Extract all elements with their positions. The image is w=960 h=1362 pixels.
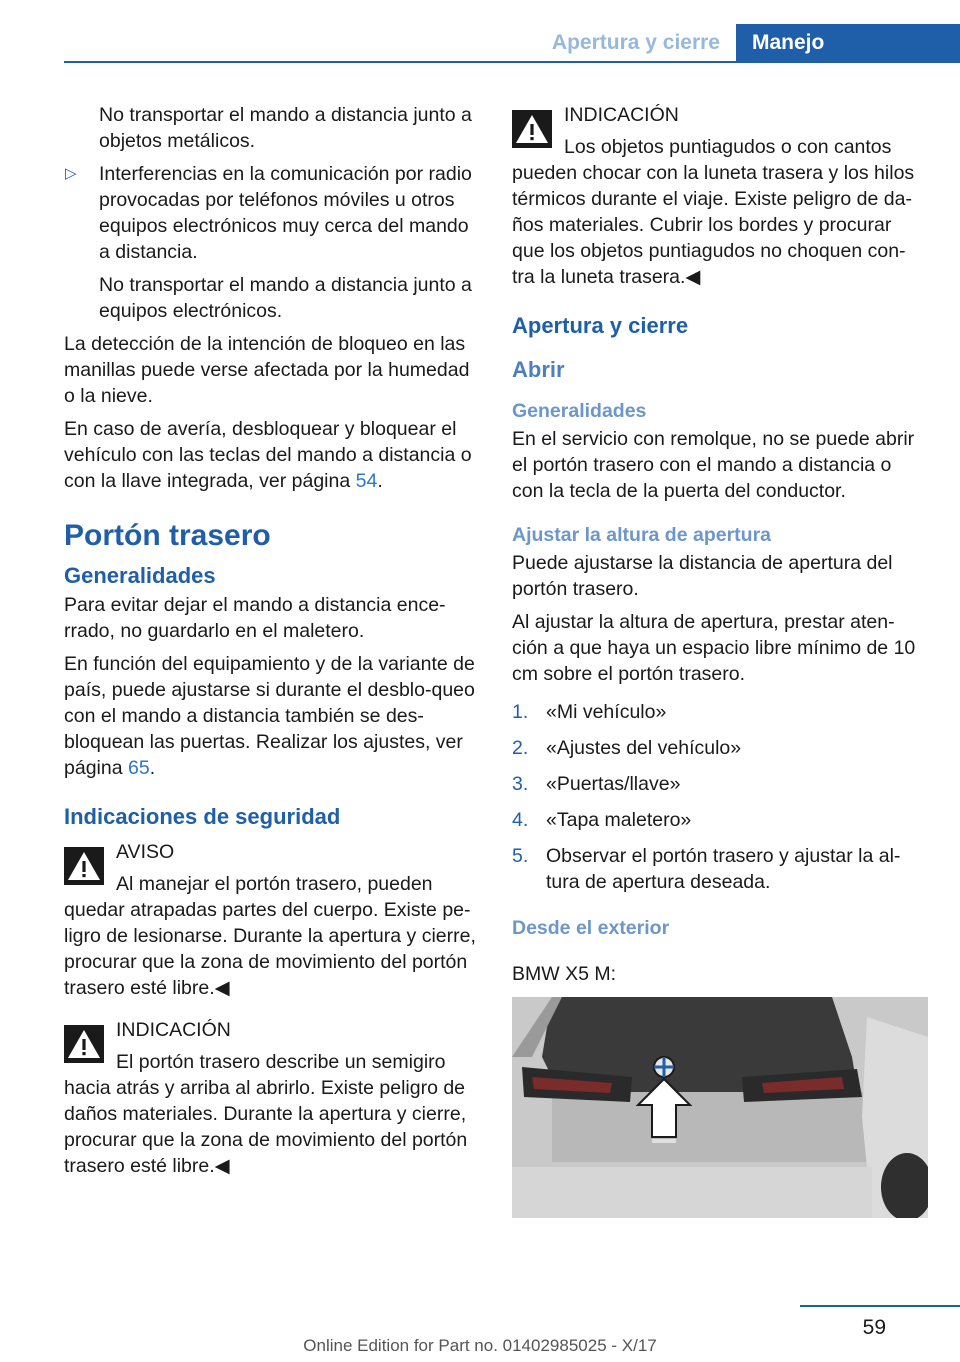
paragraph: Puede ajustarse la distancia de apertura del portón trasero. bbox=[512, 552, 893, 600]
right-column bbox=[512, 102, 924, 1218]
paragraph-text: En caso de avería, desbloquear y bloquear el vehículo con las teclas del mando a distancia o con la llave integrada, ver página bbox=[64, 418, 472, 492]
header-active-tab[interactable]: Manejo bbox=[736, 24, 960, 61]
step-text: «Ajustes del vehículo» bbox=[546, 737, 742, 759]
warning-text: quedar atrapadas partes del cuerpo. Existe pe-ligro de lesionarse. Durante la apertura y cierre, procurar que la zona de movimiento del portón trasero esté libre.◀ bbox=[64, 899, 476, 999]
note-title: INDICACIÓN bbox=[564, 104, 679, 126]
paragraph bbox=[64, 416, 480, 494]
left-column bbox=[64, 102, 480, 1195]
step-number: 2. bbox=[512, 737, 529, 759]
list-item bbox=[512, 843, 924, 895]
step-text: Observar el portón trasero y ajustar la al-tura de apertura deseada. bbox=[546, 845, 901, 893]
paragraph-text: . bbox=[377, 470, 383, 492]
footer-edition: Online Edition for Part no. 01402985025 - X/17 bbox=[303, 1336, 657, 1355]
warning-triangle-icon bbox=[512, 110, 552, 148]
warning-triangle-icon bbox=[64, 1025, 104, 1063]
note-box bbox=[512, 102, 924, 290]
warning-box bbox=[64, 839, 480, 1001]
step-number: 3. bbox=[512, 773, 529, 795]
subsection-title: Abrir bbox=[512, 357, 565, 382]
paragraph-text: . bbox=[149, 757, 156, 779]
topic-title: Ajustar la altura de apertura bbox=[512, 524, 772, 546]
warning-triangle-icon bbox=[64, 847, 104, 885]
paragraph: Al ajustar la altura de apertura, prestar aten-ción a que haya un espacio libre mínimo de 10 cm sobre el portón trasero. bbox=[512, 611, 916, 685]
step-number: 4. bbox=[512, 809, 529, 831]
page-link-54[interactable]: 54 bbox=[355, 470, 378, 492]
step-number: 5. bbox=[512, 845, 529, 867]
list-item bbox=[512, 771, 924, 797]
subsection-title: Generalidades bbox=[64, 563, 216, 588]
page-link-65[interactable]: 65 bbox=[127, 757, 150, 779]
step-text: «Mi vehículo» bbox=[546, 701, 667, 723]
paragraph: La detección de la intención de bloqueo en las manillas puede verse afectada por la humedad o la nieve. bbox=[64, 333, 470, 407]
warning-title: AVISO bbox=[116, 841, 175, 863]
note-box bbox=[64, 1017, 480, 1179]
topic-title: Desde el exterior bbox=[512, 917, 670, 939]
note-text: Los objetos puntiagudos o con cantos bbox=[564, 136, 892, 158]
list-item-text: Interferencias en la comunicación por radio provocadas por teléfonos móviles u otros equipos electrónicos muy cerca del mando a distancia. bbox=[99, 163, 472, 263]
paragraph-text: En función del equipamiento y de la variante de país, puede ajustarse si durante el desblo-queo con el mando a distancia también se des-bloquean las puertas. Realizar los ajustes, ver página bbox=[64, 653, 475, 779]
steps-list bbox=[512, 699, 924, 895]
subsection-title: Indicaciones de seguridad bbox=[64, 804, 341, 829]
step-number: 1. bbox=[512, 701, 529, 723]
bullet-triangle-icon: ▷ bbox=[65, 165, 77, 182]
warning-text: Al manejar el portón trasero, pueden bbox=[116, 873, 433, 895]
header-rule bbox=[64, 61, 960, 63]
header-section-tab[interactable]: Apertura y cierre bbox=[551, 31, 720, 54]
page-header bbox=[0, 0, 960, 62]
list-item bbox=[64, 161, 480, 265]
footer-rule bbox=[800, 1305, 960, 1307]
note-text: pueden chocar con la luneta trasera y los hilos térmicos durante el viaje. Existe peligro de da-ños materiales. Cubrir los bordes y procurar que los objetos puntiagudos no choquen con-tra la luneta trasera.◀ bbox=[512, 162, 915, 288]
step-text: «Puertas/llave» bbox=[546, 773, 681, 795]
list-item bbox=[512, 735, 924, 761]
tailgate-photo bbox=[512, 997, 928, 1218]
note-text: El portón trasero describe un semigiro bbox=[116, 1051, 446, 1073]
paragraph: No transportar el mando a distancia junto a objetos metálicos. bbox=[99, 104, 472, 152]
paragraph: En el servicio con remolque, no se puede abrir el portón trasero con el mando a distancia o con la tecla de la puerta del conductor. bbox=[512, 428, 915, 502]
paragraph: BMW X5 M: bbox=[512, 963, 617, 985]
note-title: INDICACIÓN bbox=[116, 1019, 231, 1041]
page-number: 59 bbox=[862, 1316, 886, 1339]
subsection-title: Apertura y cierre bbox=[512, 313, 689, 338]
note-text: hacia atrás y arriba al abrirlo. Existe peligro de daños materiales. Durante la apertura y cierre, procurar que la zona de movimiento del portón trasero esté libre.◀ bbox=[64, 1077, 468, 1177]
section-title: Portón trasero bbox=[64, 519, 271, 552]
paragraph: No transportar el mando a distancia junto a equipos electrónicos. bbox=[99, 274, 472, 322]
paragraph bbox=[64, 651, 480, 781]
topic-title: Generalidades bbox=[512, 400, 647, 422]
list-item bbox=[512, 699, 924, 725]
step-text: «Tapa maletero» bbox=[546, 809, 692, 831]
paragraph: Para evitar dejar el mando a distancia ence-rrado, no guardarlo en el maletero. bbox=[64, 594, 446, 642]
list-item bbox=[512, 807, 924, 833]
